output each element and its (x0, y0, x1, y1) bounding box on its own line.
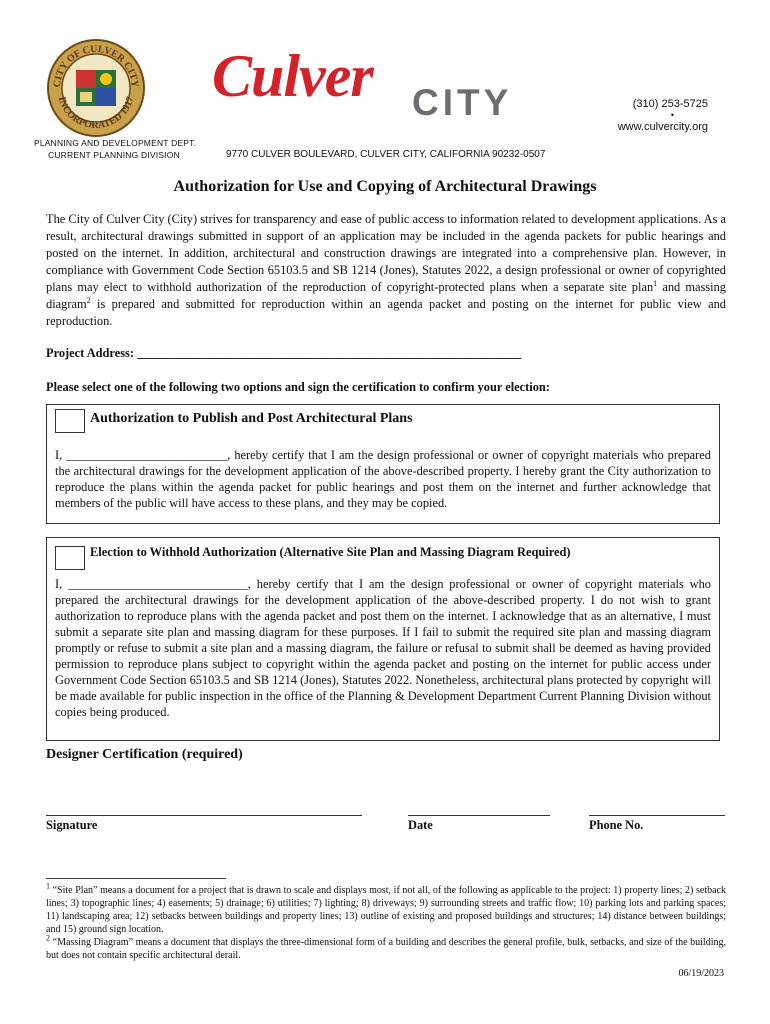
intro-text-1: The City of Culver City (City) strives for transparency and ease of public access to information related to development applications. As a result, architectural drawings submitted in support of an application may be included in the agenda packets for public hearings and posted on the internet. In addition, architectural and construction drawings are integrated into a comprehensive plan. However, in compliance with Government Code Section 65103.5 and SB 1214 (Jones), Statutes 2022, a design professional or owner of copyrighted plans may elect to withhold authorization of the reproduction of copyright-protected plans when a separate site plan (46, 212, 726, 294)
date-label: Date (408, 818, 433, 832)
footnotes (46, 881, 726, 962)
footnote-2-text: “Massing Diagram” means a document that displays the three-dimensional form of a building and describes the general profile, bulk, setbacks, and size of the building, but does not contain specific architectural derail. (46, 937, 726, 961)
footnote-1 (46, 881, 726, 936)
phone-label: Phone No. (589, 818, 644, 832)
logo-city: CITY (412, 82, 513, 123)
svg-text:CITY OF CULVER CITY: CITY OF CULVER CITY (51, 43, 141, 88)
certification-title: Designer Certification (required) (46, 747, 243, 762)
department-name (34, 137, 196, 161)
footnote-2 (46, 933, 726, 962)
footnote-ref-1: 1 (653, 278, 658, 288)
intro-text-3: is prepared and submitted for reproduction within an agenda packet and posting on the internet for public view and reproduction. (46, 297, 726, 328)
option-withhold-box (46, 537, 720, 741)
authorize-checkbox[interactable] (55, 409, 85, 433)
document-title: Authorization for Use and Copying of Architectural Drawings (173, 178, 597, 195)
dept-line1: PLANNING AND DEVELOPMENT DEPT. (34, 138, 197, 148)
intro-text-2: and massing diagram (46, 280, 726, 311)
revision-date: 06/19/2023 (678, 968, 724, 979)
footnote-1-text: “Site Plan” means a document for a project that is drawn to scale and displays most, if not all, of the following as applicable to the project: 1) property lines; 2) setback lines; 3) topographic lines; 4) easements; 5) drainage; 6) utilities; 7) lighting; 8) driveways; 9) surrounding streets and traffic flow; 10) parking lots and parking spaces; 11) landscaping area; 12) setbacks between buildings and property lines; 13) outline of existing and proposed buildings and structures; 14) distance between buildings; and 15) ground sign location. (46, 885, 726, 935)
option-withhold-title: Election to Withhold Authorization (Alternative Site Plan and Massing Diagram Required) (90, 545, 571, 559)
option-authorize-box (46, 404, 720, 524)
contact-info (618, 97, 708, 134)
phone-number: (310) 253-5725 (632, 98, 708, 110)
svg-text:INCORPORATED 1917: INCORPORATED 1917 (55, 95, 137, 132)
signature-line[interactable] (46, 815, 362, 816)
phone-line[interactable] (589, 815, 725, 816)
select-instruction: Please select one of the following two options and sign the certification to confirm your election: (46, 380, 550, 394)
date-line[interactable] (408, 815, 550, 816)
footnote-1-number: 1 (46, 881, 50, 891)
option-withhold-text: I, _____________________________, hereby certify that I am the design professional or owner of copyright materials who prepared the architectural drawings for the development application of the above-described property. I do not wish to grant authorization to reproduce plans with the agenda packet and post them on the internet. I acknowledge that as an alternative, I must submit a separate site plan and massing diagram for these purposes. If I fail to submit the required site plan and massing diagram promptly or refuse to submit a site plan and a massing diagram, the failure or refusal to submit shall be deemed as having provided permission to reproduce plans subject to copyright within the agenda packet and posting on the internet for public access under Government Code Section 65103.5 and SB 1214 (Jones), Statutes 2022. Nonetheless, architectural plans protected by copyright will be made available for public inspection in the office of the Planning & Development Department Current Planning Division without copies being produced. (55, 577, 711, 719)
option-authorize-title: Authorization to Publish and Post Architectural Plans (90, 411, 413, 426)
option-authorize-text: I, __________________________, hereby certify that I am the design professional or owner of copyright materials who prepared the architectural drawings for the development application of the above-described property. I hereby grant the City authorization to reproduce the plans within the agenda packet for public hearings and post them on the internet and further acknowledge that members of the public will have access to these plans, and they may be copied. (55, 448, 711, 510)
logo-culver: Culver (212, 43, 373, 109)
dept-line2: CURRENT PLANNING DIVISION (48, 150, 180, 160)
intro-paragraph (46, 211, 726, 330)
website-link[interactable]: www.culvercity.org (617, 121, 708, 133)
city-seal (46, 38, 146, 138)
project-address-field[interactable]: Project Address: ______________________________________________________________ (46, 346, 522, 360)
footnote-divider (46, 878, 226, 879)
footnote-2-number: 2 (46, 933, 50, 943)
city-address: 9770 CULVER BOULEVARD, CULVER CITY, CALIFORNIA 90232-0507 (226, 149, 546, 160)
signature-label: Signature (46, 818, 98, 832)
footnote-ref-2: 2 (86, 295, 91, 305)
withhold-checkbox[interactable] (55, 546, 85, 570)
separator-dot: • (670, 110, 674, 120)
